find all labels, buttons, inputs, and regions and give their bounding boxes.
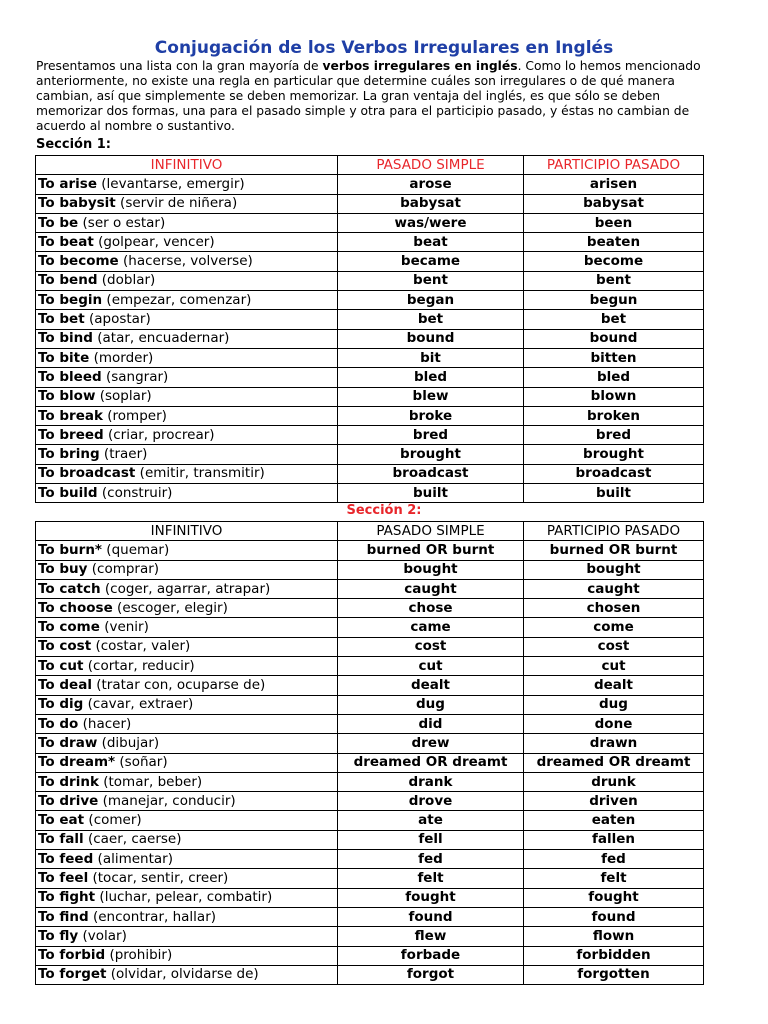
infinitive-cell — [36, 213, 338, 232]
past-simple-cell: flew — [338, 927, 524, 946]
past-simple-cell: drank — [338, 772, 524, 791]
translation: (golpear, vencer) — [98, 233, 215, 250]
infinitive-verb: To arise — [38, 175, 97, 192]
past-participle-cell: driven — [524, 792, 704, 811]
infinitive-verb: To forget — [38, 966, 107, 983]
table-row — [36, 348, 704, 367]
table-row — [36, 579, 704, 598]
table-row — [36, 464, 704, 483]
translation: (luchar, pelear, combatir) — [99, 889, 273, 906]
past-simple-cell: drove — [338, 792, 524, 811]
page-title: Conjugación de los Verbos Irregulares en Inglés — [154, 38, 614, 58]
table-header-row — [36, 522, 704, 541]
table-row — [36, 888, 704, 907]
translation: (comer) — [88, 812, 142, 829]
past-simple-cell: broadcast — [338, 464, 524, 483]
infinitive-verb: To breed — [38, 426, 104, 443]
table-row — [36, 714, 704, 733]
infinitive-verb: To cost — [38, 638, 92, 655]
header-infinitivo: INFINITIVO — [36, 156, 338, 175]
infinitive-verb: To draw — [38, 734, 98, 751]
translation: (costar, valer) — [95, 638, 191, 655]
past-participle-cell: bent — [524, 271, 704, 290]
infinitive-verb: To bite — [38, 349, 90, 366]
infinitive-verb: To bleed — [38, 368, 102, 385]
infinitive-cell — [36, 753, 338, 772]
translation: (ser o estar) — [82, 214, 166, 231]
translation: (alimentar) — [97, 850, 173, 867]
translation: (construir) — [101, 484, 173, 501]
translation: (manejar, conducir) — [102, 792, 236, 809]
past-participle-cell: done — [524, 714, 704, 733]
infinitive-cell — [36, 445, 338, 464]
infinitive-cell — [36, 811, 338, 830]
past-simple-cell: ate — [338, 811, 524, 830]
section1-label: Sección 1: — [36, 137, 112, 152]
past-participle-cell: dug — [524, 695, 704, 714]
translation: (escoger, elegir) — [117, 599, 228, 616]
table-row — [36, 811, 704, 830]
infinitive-verb: To become — [38, 253, 119, 270]
translation: (caer, caerse) — [87, 831, 182, 848]
infinitive-verb: To drive — [38, 792, 99, 809]
past-participle-cell: broadcast — [524, 464, 704, 483]
infinitive-verb: To come — [38, 619, 100, 636]
past-simple-cell: dug — [338, 695, 524, 714]
table-row — [36, 695, 704, 714]
translation: (tomar, beber) — [103, 773, 203, 790]
infinitive-cell — [36, 695, 338, 714]
translation: (hacerse, volverse) — [123, 253, 253, 270]
infinitive-verb: To beat — [38, 233, 94, 250]
infinitive-cell — [36, 792, 338, 811]
infinitive-verb: To catch — [38, 580, 101, 597]
past-participle-cell: drawn — [524, 734, 704, 753]
infinitive-cell — [36, 426, 338, 445]
infinitive-verb: To feel — [38, 869, 89, 886]
translation: (venir) — [104, 619, 149, 636]
infinitive-cell — [36, 194, 338, 213]
infinitive-verb: To fight — [38, 889, 96, 906]
table-row — [36, 271, 704, 290]
infinitive-cell — [36, 484, 338, 503]
infinitive-cell — [36, 291, 338, 310]
table-row — [36, 965, 704, 984]
infinitive-verb: To begin — [38, 291, 103, 308]
past-simple-cell: burned OR burnt — [338, 541, 524, 560]
infinitive-cell — [36, 233, 338, 252]
past-participle-cell: bitten — [524, 348, 704, 367]
table-row — [36, 233, 704, 252]
past-simple-cell: built — [338, 484, 524, 503]
translation: (cavar, extraer) — [87, 696, 194, 713]
infinitive-verb: To babysit — [38, 195, 116, 212]
past-simple-cell: dealt — [338, 676, 524, 695]
table-row — [36, 368, 704, 387]
infinitive-cell — [36, 560, 338, 579]
past-participle-cell: been — [524, 213, 704, 232]
section2-label: Sección 2: — [346, 503, 422, 518]
translation: (olvidar, olvidarse de) — [110, 966, 259, 983]
past-simple-cell: was/were — [338, 213, 524, 232]
table-row — [36, 541, 704, 560]
infinitive-cell — [36, 637, 338, 656]
past-participle-cell: bet — [524, 310, 704, 329]
infinitive-cell — [36, 618, 338, 637]
past-participle-cell: blown — [524, 387, 704, 406]
infinitive-cell — [36, 734, 338, 753]
infinitive-cell — [36, 541, 338, 560]
translation: (soplar) — [99, 388, 152, 405]
past-participle-cell: dealt — [524, 676, 704, 695]
infinitive-verb: To break — [38, 407, 103, 424]
infinitive-cell — [36, 676, 338, 695]
past-simple-cell: bet — [338, 310, 524, 329]
past-participle-cell: cut — [524, 657, 704, 676]
past-participle-cell: chosen — [524, 599, 704, 618]
header-infinitivo: INFINITIVO — [36, 522, 338, 541]
past-participle-cell: begun — [524, 291, 704, 310]
past-participle-cell: come — [524, 618, 704, 637]
past-participle-cell: eaten — [524, 811, 704, 830]
table-row — [36, 907, 704, 926]
past-participle-cell: beaten — [524, 233, 704, 252]
infinitive-cell — [36, 348, 338, 367]
table-row — [36, 213, 704, 232]
infinitive-cell — [36, 464, 338, 483]
infinitive-cell — [36, 965, 338, 984]
past-simple-cell: bit — [338, 348, 524, 367]
past-simple-cell: chose — [338, 599, 524, 618]
table-row — [36, 560, 704, 579]
table-row — [36, 329, 704, 348]
infinitive-verb: To dream* — [38, 754, 116, 771]
infinitive-cell — [36, 368, 338, 387]
infinitive-verb: To feed — [38, 850, 94, 867]
infinitive-cell — [36, 927, 338, 946]
intro-text-part1: Presentamos una lista con la gran mayoría de — [36, 59, 323, 73]
table-row — [36, 406, 704, 425]
infinitive-cell — [36, 310, 338, 329]
infinitive-verb: To build — [38, 484, 98, 501]
past-participle-cell: felt — [524, 869, 704, 888]
past-participle-cell: flown — [524, 927, 704, 946]
table-row — [36, 792, 704, 811]
past-participle-cell: broken — [524, 406, 704, 425]
table-row — [36, 637, 704, 656]
translation: (servir de niñera) — [120, 195, 238, 212]
past-participle-cell: bled — [524, 368, 704, 387]
past-simple-cell: babysat — [338, 194, 524, 213]
table-row — [36, 252, 704, 271]
infinitive-verb: To deal — [38, 677, 92, 694]
translation: (soñar) — [119, 754, 168, 771]
translation: (apostar) — [88, 311, 151, 328]
infinitive-cell — [36, 946, 338, 965]
past-participle-cell: burned OR burnt — [524, 541, 704, 560]
past-simple-cell: did — [338, 714, 524, 733]
infinitive-verb: To choose — [38, 599, 113, 616]
past-simple-cell: bent — [338, 271, 524, 290]
intro-text-bold: verbos irregulares en inglés — [322, 59, 518, 73]
translation: (tocar, sentir, creer) — [92, 869, 229, 886]
infinitive-cell — [36, 657, 338, 676]
past-participle-cell: bred — [524, 426, 704, 445]
past-participle-cell: drunk — [524, 772, 704, 791]
header-participio-pasado: PARTICIPIO PASADO — [524, 522, 704, 541]
translation: (sangrar) — [105, 368, 169, 385]
past-simple-cell: forbade — [338, 946, 524, 965]
table-row — [36, 291, 704, 310]
past-participle-cell: dreamed OR dreamt — [524, 753, 704, 772]
table-row — [36, 194, 704, 213]
intro-text-part2: . Como lo hemos mencionado anteriormente, no existe una regla en particular que determine cuáles son irregulares o de qué manera cambian, así que simplemente se deben memorizar. La gran ventaja del inglés, es que sólo se deben memorizar dos formas, una para el pasado simple y otra para el participio pasado, y éstas no cambian de acuerdo al nombre o sustantivo. — [36, 59, 701, 133]
past-simple-cell: bred — [338, 426, 524, 445]
header-pasado-simple: PASADO SIMPLE — [338, 522, 524, 541]
infinitive-verb: To bring — [38, 446, 100, 463]
infinitive-verb: To be — [38, 214, 79, 231]
table-row — [36, 657, 704, 676]
translation: (morder) — [93, 349, 154, 366]
translation: (volar) — [82, 927, 127, 944]
infinitive-verb: To fly — [38, 927, 79, 944]
translation: (doblar) — [101, 272, 156, 289]
table-row — [36, 753, 704, 772]
infinitive-cell — [36, 599, 338, 618]
past-simple-cell: fell — [338, 830, 524, 849]
past-simple-cell: cut — [338, 657, 524, 676]
infinitive-verb: To cut — [38, 657, 84, 674]
past-simple-cell: fought — [338, 888, 524, 907]
translation: (traer) — [103, 446, 148, 463]
table-row — [36, 310, 704, 329]
past-participle-cell: arisen — [524, 175, 704, 194]
past-simple-cell: fed — [338, 850, 524, 869]
infinitive-verb: To drink — [38, 773, 99, 790]
infinitive-verb: To do — [38, 715, 79, 732]
translation: (levantarse, emergir) — [101, 175, 245, 192]
table-row — [36, 830, 704, 849]
translation: (romper) — [107, 407, 167, 424]
infinitive-cell — [36, 271, 338, 290]
table-row — [36, 175, 704, 194]
past-simple-cell: caught — [338, 579, 524, 598]
past-participle-cell: brought — [524, 445, 704, 464]
infinitive-cell — [36, 907, 338, 926]
past-simple-cell: forgot — [338, 965, 524, 984]
infinitive-cell — [36, 175, 338, 194]
past-simple-cell: began — [338, 291, 524, 310]
translation: (empezar, comenzar) — [106, 291, 252, 308]
table-row — [36, 927, 704, 946]
table-row — [36, 426, 704, 445]
translation: (dibujar) — [101, 734, 160, 751]
infinitive-verb: To eat — [38, 812, 85, 829]
translation: (criar, procrear) — [107, 426, 215, 443]
infinitive-cell — [36, 888, 338, 907]
table-row — [36, 850, 704, 869]
infinitive-verb: To blow — [38, 388, 96, 405]
past-simple-cell: dreamed OR dreamt — [338, 753, 524, 772]
translation: (prohibir) — [109, 947, 173, 964]
translation: (emitir, transmitir) — [139, 465, 265, 482]
past-participle-cell: forgotten — [524, 965, 704, 984]
infinitive-verb: To bet — [38, 311, 85, 328]
infinitive-cell — [36, 869, 338, 888]
table-row — [36, 869, 704, 888]
translation: (coger, agarrar, atrapar) — [104, 580, 271, 597]
past-participle-cell: cost — [524, 637, 704, 656]
infinitive-verb: To burn* — [38, 541, 102, 558]
past-participle-cell: built — [524, 484, 704, 503]
infinitive-cell — [36, 329, 338, 348]
past-participle-cell: babysat — [524, 194, 704, 213]
translation: (encontrar, hallar) — [92, 908, 217, 925]
past-simple-cell: bound — [338, 329, 524, 348]
table-row — [36, 618, 704, 637]
infinitive-cell — [36, 830, 338, 849]
translation: (tratar con, ocuparse de) — [96, 677, 266, 694]
past-participle-cell: fought — [524, 888, 704, 907]
infinitive-cell — [36, 252, 338, 271]
past-simple-cell: found — [338, 907, 524, 926]
past-participle-cell: bought — [524, 560, 704, 579]
past-simple-cell: arose — [338, 175, 524, 194]
infinitive-verb: To bend — [38, 272, 98, 289]
table-row — [36, 445, 704, 464]
past-simple-cell: blew — [338, 387, 524, 406]
table-header-row — [36, 156, 704, 175]
header-pasado-simple: PASADO SIMPLE — [338, 156, 524, 175]
infinitive-verb: To broadcast — [38, 465, 136, 482]
past-participle-cell: fed — [524, 850, 704, 869]
infinitive-verb: To forbid — [38, 947, 106, 964]
translation: (atar, encuadernar) — [97, 330, 230, 347]
table-row — [36, 676, 704, 695]
past-participle-cell: forbidden — [524, 946, 704, 965]
translation: (hacer) — [82, 715, 132, 732]
infinitive-cell — [36, 850, 338, 869]
past-participle-cell: found — [524, 907, 704, 926]
infinitive-verb: To buy — [38, 561, 88, 578]
past-participle-cell: fallen — [524, 830, 704, 849]
table-row — [36, 599, 704, 618]
past-participle-cell: caught — [524, 579, 704, 598]
table-row — [36, 484, 704, 503]
infinitive-cell — [36, 772, 338, 791]
past-participle-cell: bound — [524, 329, 704, 348]
past-simple-cell: brought — [338, 445, 524, 464]
translation: (quemar) — [106, 541, 170, 558]
infinitive-cell — [36, 406, 338, 425]
infinitive-verb: To find — [38, 908, 89, 925]
infinitive-verb: To dig — [38, 696, 84, 713]
translation: (comprar) — [91, 561, 160, 578]
past-simple-cell: felt — [338, 869, 524, 888]
past-simple-cell: beat — [338, 233, 524, 252]
header-participio-pasado: PARTICIPIO PASADO — [524, 156, 704, 175]
past-simple-cell: bought — [338, 560, 524, 579]
infinitive-cell — [36, 387, 338, 406]
verb-table-section2 — [35, 521, 704, 985]
table-row — [36, 734, 704, 753]
past-simple-cell: broke — [338, 406, 524, 425]
verb-table-section1 — [35, 155, 704, 503]
infinitive-cell — [36, 714, 338, 733]
infinitive-cell — [36, 579, 338, 598]
translation: (cortar, reducir) — [87, 657, 195, 674]
past-simple-cell: cost — [338, 637, 524, 656]
past-simple-cell: bled — [338, 368, 524, 387]
table-row — [36, 946, 704, 965]
past-simple-cell: drew — [338, 734, 524, 753]
infinitive-verb: To bind — [38, 330, 93, 347]
intro-paragraph — [36, 59, 726, 134]
table-row — [36, 772, 704, 791]
past-participle-cell: become — [524, 252, 704, 271]
past-simple-cell: became — [338, 252, 524, 271]
table-row — [36, 387, 704, 406]
past-simple-cell: came — [338, 618, 524, 637]
infinitive-verb: To fall — [38, 831, 84, 848]
